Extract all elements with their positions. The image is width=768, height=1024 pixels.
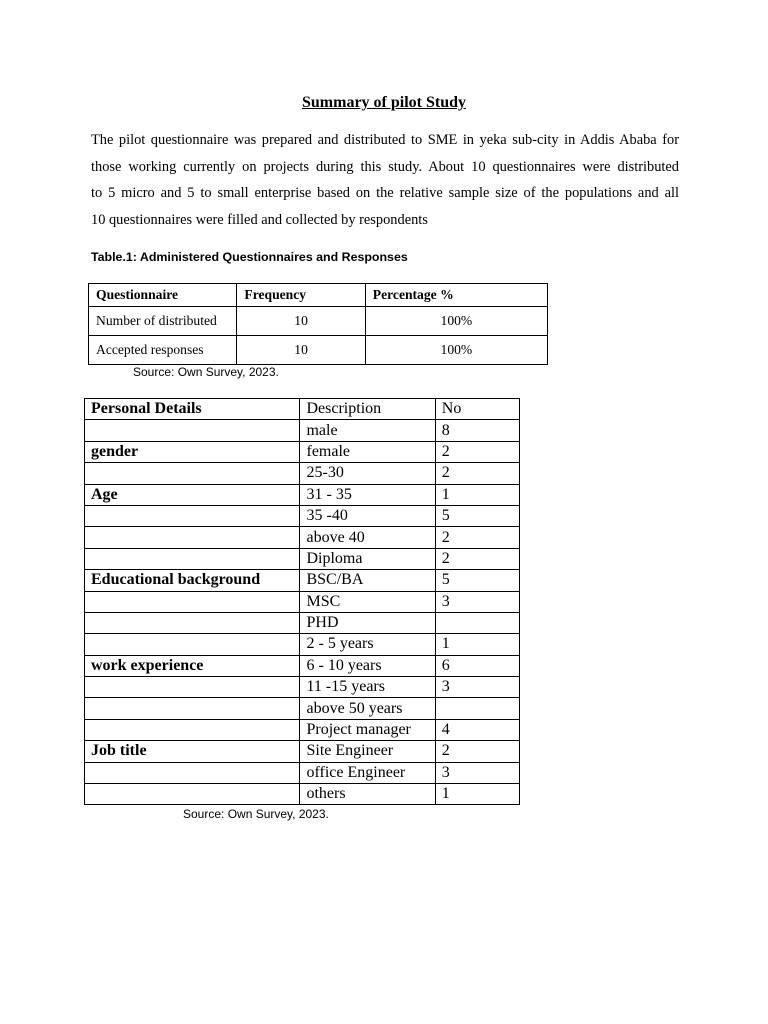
table-cell: [435, 698, 519, 719]
table-cell: Educational background: [85, 570, 300, 591]
table-row: [85, 527, 520, 548]
table-cell: 100%: [365, 336, 547, 365]
table-cell: 4: [435, 719, 519, 740]
table-cell: [85, 612, 300, 633]
table-row: [85, 570, 520, 591]
table-row: [89, 336, 548, 365]
table-cell: Age: [85, 484, 300, 505]
table-cell: 100%: [365, 307, 547, 336]
table-cell: 2: [435, 741, 519, 762]
paragraph-line: to 5 micro and 5 to small enterprise based on the relative sample size of the populations and all: [91, 185, 679, 202]
table-cell: work experience: [85, 655, 300, 676]
table-row: [85, 420, 520, 441]
header-cell: Description: [300, 399, 435, 420]
table-cell: 1: [435, 784, 519, 805]
paragraph-line: those working currently on projects during this study. About 10 questionnaires were distributed: [91, 158, 679, 175]
table-row: [85, 741, 520, 762]
table-cell: 10: [237, 336, 365, 365]
table-cell: above 40: [300, 527, 435, 548]
table-cell: 5: [435, 505, 519, 526]
header-cell: Personal Details: [85, 399, 300, 420]
table-cell: gender: [85, 441, 300, 462]
personal-details-table: [84, 398, 520, 805]
table-row: [85, 591, 520, 612]
table-row: [85, 463, 520, 484]
table-row: [85, 719, 520, 740]
table-cell: 6 - 10 years: [300, 655, 435, 676]
table-cell: [85, 505, 300, 526]
table-cell: [85, 677, 300, 698]
table-cell: above 50 years: [300, 698, 435, 719]
table-row: [85, 677, 520, 698]
table-cell: [85, 784, 300, 805]
table-row: [85, 441, 520, 462]
intro-paragraph: [91, 127, 679, 233]
table-cell: [85, 698, 300, 719]
table-cell: 2 - 5 years: [300, 634, 435, 655]
table-cell: [85, 463, 300, 484]
table-cell: [85, 548, 300, 569]
table-row: [89, 307, 548, 336]
table-cell: office Engineer: [300, 762, 435, 783]
table-cell: [435, 612, 519, 633]
table-header-row: [85, 399, 520, 420]
table-cell: Project manager: [300, 719, 435, 740]
table-cell: 2: [435, 527, 519, 548]
header-cell: Percentage %: [365, 284, 547, 307]
table-row: [85, 698, 520, 719]
table-row: [85, 655, 520, 676]
table-row: [85, 548, 520, 569]
table-cell: Diploma: [300, 548, 435, 569]
table-cell: [85, 420, 300, 441]
table-cell: Accepted responses: [89, 336, 237, 365]
table-cell: 3: [435, 591, 519, 612]
table-cell: Site Engineer: [300, 741, 435, 762]
table-cell: 5: [435, 570, 519, 591]
table-cell: male: [300, 420, 435, 441]
paragraph-line: 10 questionnaires were filled and collected by respondents: [91, 211, 428, 228]
table-cell: BSC/BA: [300, 570, 435, 591]
table-cell: [85, 719, 300, 740]
table-cell: 35 -40: [300, 505, 435, 526]
table-cell: 3: [435, 762, 519, 783]
table1-source: Source: Own Survey, 2023.: [133, 365, 279, 379]
table-row: [85, 784, 520, 805]
table-cell: 1: [435, 484, 519, 505]
table-cell: 25-30: [300, 463, 435, 484]
table-cell: 6: [435, 655, 519, 676]
table-cell: 11 -15 years: [300, 677, 435, 698]
table-cell: female: [300, 441, 435, 462]
table-header-row: [89, 284, 548, 307]
questionnaire-table: [88, 283, 548, 365]
table-row: [85, 505, 520, 526]
table-cell: [85, 591, 300, 612]
document-title: Summary of pilot Study: [301, 94, 467, 111]
table2-source: Source: Own Survey, 2023.: [183, 807, 329, 821]
table-cell: [85, 634, 300, 655]
table-cell: 3: [435, 677, 519, 698]
table-cell: PHD: [300, 612, 435, 633]
table-cell: 8: [435, 420, 519, 441]
table-cell: 10: [237, 307, 365, 336]
table-row: [85, 762, 520, 783]
table-cell: 2: [435, 463, 519, 484]
table-cell: [85, 527, 300, 548]
table-cell: 2: [435, 548, 519, 569]
table-row: [85, 634, 520, 655]
table-cell: Job title: [85, 741, 300, 762]
table-cell: 2: [435, 441, 519, 462]
header-cell: Questionnaire: [89, 284, 237, 307]
table-row: [85, 484, 520, 505]
paragraph-line: The pilot questionnaire was prepared and distributed to SME in yeka sub-city in Addis Ababa for: [91, 132, 679, 148]
table-cell: Number of distributed: [89, 307, 237, 336]
header-cell: No: [435, 399, 519, 420]
table-cell: MSC: [300, 591, 435, 612]
table-cell: others: [300, 784, 435, 805]
header-cell: Frequency: [237, 284, 365, 307]
table-row: [85, 612, 520, 633]
table1-caption: Table.1: Administered Questionnaires and Responses: [91, 250, 408, 264]
table-cell: 31 - 35: [300, 484, 435, 505]
table-cell: 1: [435, 634, 519, 655]
table-cell: [85, 762, 300, 783]
